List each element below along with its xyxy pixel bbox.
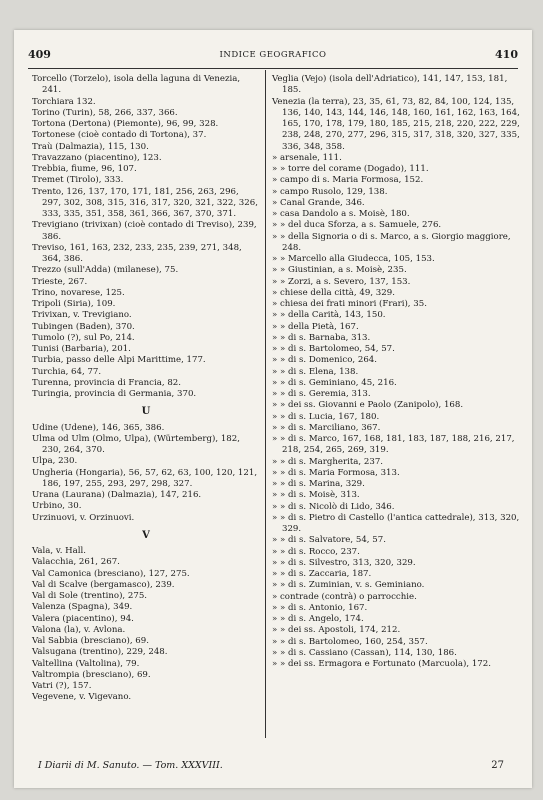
index-entry: » » di s. Zuminian, v. s. Geminiano. [272, 580, 425, 591]
index-list-u [32, 423, 260, 524]
index-entry: Trieste, 267. [32, 276, 88, 287]
index-entry: » » di s. Domenico, 264. [272, 355, 378, 366]
index-entry: Turenna, provincia di Francia, 82. [32, 377, 181, 388]
index-entry: » » dei ss. Apostoli, 174, 212. [272, 625, 401, 636]
page [14, 30, 532, 788]
index-entry: » » di s. Marina, 329. [272, 479, 365, 489]
page-header [28, 48, 518, 64]
index-entry: Tremet (Tirolo), 333. [32, 175, 124, 186]
index-entry: » campo Rusolo, 129, 138. [272, 186, 388, 197]
index-entry: Torchiara 132. [32, 96, 96, 107]
section-heading-v: V [142, 529, 150, 541]
index-entry: Udine (Udene), 146, 365, 386. [32, 422, 165, 433]
index-entry: » » di s. Geremia, 313. [272, 389, 371, 399]
index-entry: » » di s. Bartolomeo, 160, 254, 357. [272, 636, 428, 647]
index-entry: Val Camonica (bresciano), 127, 275. [32, 568, 190, 579]
index-entry: » » della Pietà, 167. [272, 321, 359, 332]
index-entry: » » di s. Nicolò di Lido, 346. [272, 501, 395, 512]
index-entry: » » torre del corame (Dogado), 111. [272, 164, 429, 174]
index-entry: » » di s. Rocco, 237. [272, 546, 360, 557]
index-entry: Trezzo (sull'Adda) (milanese), 75. [32, 265, 179, 276]
index-entry: Vatri (?), 157. [32, 681, 92, 691]
index-entry: Urana (Laurana) (Dalmazia), 147, 216. [32, 490, 202, 500]
index-entry: » » di s. Elena, 138. [272, 366, 359, 377]
index-list-v [32, 546, 260, 704]
index-entry: » » di s. Pietro di Castello (l'antica cattedrale), 313, 320, 329. [272, 512, 520, 534]
page-number-right: 410 [495, 48, 518, 61]
running-title: INDICE GEOGRAFICO [219, 50, 327, 60]
index-entry: Ulpa, 230. [32, 456, 78, 467]
index-entry: » » dei ss. Ermagora e Fortunato (Marcuola), 172. [272, 659, 491, 669]
index-entry: Valera (piacentino), 94. [32, 613, 134, 624]
index-entry: Trevigiano (trivixan) (cioè contado di Treviso), 239, 386. [32, 220, 257, 242]
index-entry: Tripoli (Siria), 109. [32, 299, 116, 309]
index-entry: Urbino, 30. [32, 501, 82, 512]
index-entry: Torcello (Torzelo), isola della laguna di Venezia, 241. [32, 74, 241, 96]
index-entry: Tortonese (cioè contado di Tortona), 37. [32, 130, 207, 141]
column-divider [265, 70, 266, 738]
index-entry: Valsugana (trentino), 229, 248. [32, 647, 168, 658]
index-entry: » » di s. Marco, 167, 168, 181, 183, 187, 188, 216, 217, 218, 254, 265, 269, 319. [272, 434, 515, 456]
index-list-venezia [272, 74, 520, 670]
left-column [32, 74, 260, 704]
index-entry: Valacchia, 261, 267. [32, 557, 120, 568]
index-entry: Tortona (Dertona) (Piemonte), 96, 99, 328. [32, 119, 219, 129]
index-entry: Vala, v. Hall. [32, 546, 87, 556]
index-entry: » » di s. Geminiano, 45, 216. [272, 377, 397, 388]
index-entry: Travazzano (piacentino), 123. [32, 152, 162, 163]
index-entry: » » Marcello alla Giudecca, 105, 153. [272, 254, 435, 264]
index-entry: Valtrompia (bresciano), 69. [32, 669, 151, 680]
index-entry: » chiesa dei frati minori (Frari), 35. [272, 299, 427, 309]
index-entry: » » di s. Bartolomeo, 54, 57. [272, 344, 395, 354]
index-entry: » chiese della città, 49, 329. [272, 287, 395, 298]
index-entry: Torino (Turin), 58, 266, 337, 366. [32, 107, 178, 118]
index-entry: » » di s. Moisè, 313. [272, 490, 360, 501]
index-entry: » » di s. Salvatore, 54, 57. [272, 535, 386, 546]
index-entry: Val di Scalve (bergamasco), 239. [32, 579, 175, 590]
index-entry: » » di s. Zaccaria, 187. [272, 569, 372, 579]
index-entry: » Canal Grande, 346. [272, 197, 365, 208]
index-entry: » » di s. Margherita, 237. [272, 456, 384, 467]
signature-number: 27 [491, 760, 504, 771]
index-entry: Treviso, 161, 163, 232, 233, 235, 239, 271, 348, 364, 386. [32, 242, 242, 264]
index-entry: Trento, 126, 137, 170, 171, 181, 256, 263, 296, 297, 302, 308, 315, 316, 317, 320, 321, 322, 326, 333, 335, 351, 358, 361, 366, 367, 370, 371. [32, 186, 258, 219]
index-entry: Valenza (Spagna), 349. [32, 602, 133, 613]
index-entry: » » di s. Barnaba, 313. [272, 332, 371, 343]
index-entry: » » di s. Cassiano (Cassan), 114, 130, 186. [272, 647, 457, 658]
index-entry: » » di s. Angelo, 174. [272, 614, 364, 624]
index-entry: » » Zorzi, a s. Severo, 137, 153. [272, 276, 411, 287]
index-entry: Veglia (Vejo) (isola dell'Adriatico), 141, 147, 153, 181, 185. [272, 74, 508, 96]
index-entry: Turbia, passo delle Alpi Marittime, 177. [32, 355, 206, 366]
index-entry: Tumolo (?), sul Po, 214. [32, 332, 135, 343]
index-entry: » » di s. Antonio, 167. [272, 602, 368, 613]
index-entry: Urzinuovi, v. Orzinuovi. [32, 512, 135, 523]
index-entry: Venezia (la terra), 23, 35, 61, 73, 82, 84, 100, 124, 135, 136, 140, 143, 144, 146, 148, 160, 161, 162, 163, 164, 165, 170, 178, 179, 180, 185, 215, 218, 220, 222, 229, 238, 248, 270, 277, 296, 315, 317, 318, 320, 327, 335, 336, 348, 358. [272, 96, 520, 152]
index-entry: Tunisi (Barbaria), 201. [32, 344, 131, 354]
index-entry: Trino, novarese, 125. [32, 287, 125, 298]
index-entry: » » di s. Lucia, 167, 180. [272, 411, 380, 422]
right-column [272, 74, 520, 670]
index-entry: Ulma od Ulm (Olmo, Ulpa), (Würtemberg), 182, 230, 264, 370. [32, 433, 240, 455]
index-entry: Turingia, provincia di Germania, 370. [32, 389, 197, 399]
index-entry: » contrade (contrà) o parrocchie. [272, 591, 417, 602]
index-entry: Trivixan, v. Trevigiano. [32, 310, 132, 321]
index-entry: » » dei ss. Giovanni e Paolo (Zanipolo), 168. [272, 400, 464, 411]
index-entry: Traù (Dalmazia), 115, 130. [32, 141, 149, 152]
index-entry: » arsenale, 111. [272, 152, 342, 163]
index-entry: Tubingen (Baden), 370. [32, 321, 135, 332]
index-entry: » » di s. Silvestro, 313, 320, 329. [272, 557, 416, 568]
index-entry: » » della Carità, 143, 150. [272, 310, 386, 321]
page-number-left: 409 [28, 48, 51, 61]
index-entry: Valona (la), v. Avlona. [32, 624, 126, 635]
index-entry: » » del duca Sforza, a s. Samuele, 276. [272, 220, 442, 231]
index-entry: Vegevene, v. Vigevano. [32, 692, 132, 703]
index-entry: Ungheria (Hongaria), 56, 57, 62, 63, 100, 120, 121, 186, 197, 255, 293, 297, 298, 327. [32, 467, 258, 489]
index-entry: Val Sabbia (bresciano), 69. [32, 636, 149, 646]
index-list-t [32, 74, 260, 400]
index-entry: » » della Signoria o di s. Marco, a s. Giorgio maggiore, 248. [272, 231, 511, 253]
index-entry: » » di s. Marciliano, 367. [272, 422, 381, 433]
index-entry: Val di Sole (trentino), 275. [32, 591, 148, 601]
index-entry: » » di s. Maria Formosa, 313. [272, 467, 400, 478]
index-entry: Valtellina (Valtolina), 79. [32, 658, 140, 669]
index-entry: » casa Dandolo a s. Moisè, 180. [272, 209, 410, 219]
index-entry: Turchia, 64, 77. [32, 366, 102, 377]
section-heading-u: U [141, 406, 151, 418]
index-entry: » » Giustinian, a s. Moisè, 235. [272, 265, 407, 276]
header-rule [28, 68, 518, 69]
index-entry: » campo di s. Maria Formosa, 152. [272, 175, 424, 186]
footer-title: I Diarii di M. Sanuto. — Tom. XXXVIII. [38, 760, 223, 771]
index-entry: Trebbia, fiume, 96, 107. [32, 164, 137, 174]
